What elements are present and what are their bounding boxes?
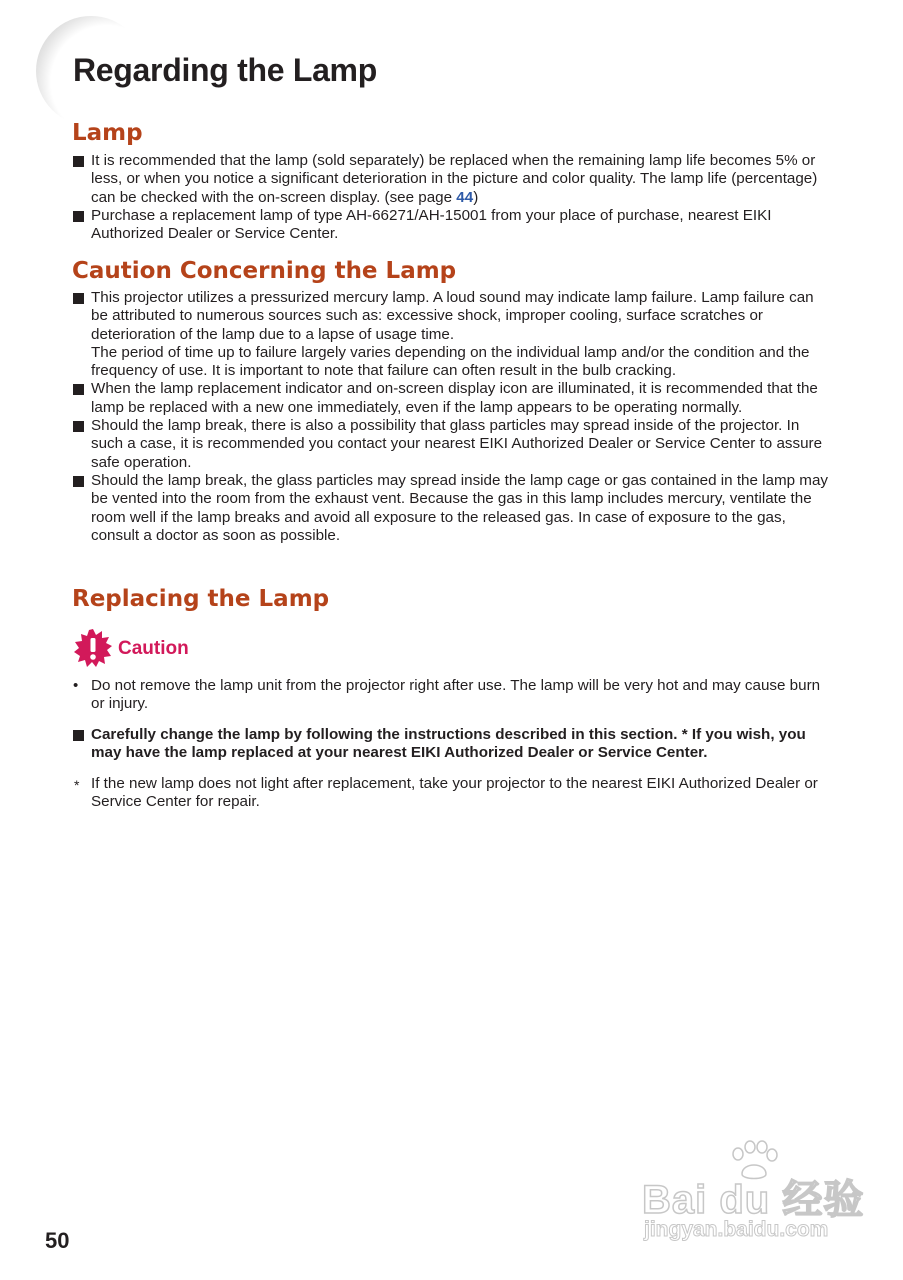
square-bullet-icon bbox=[73, 476, 84, 487]
footnote-text: If the new lamp does not light after replacement, take your projector to the nearest EIKI Authorized Dealer or Service Center for repair. bbox=[91, 775, 818, 811]
lamp-item-2-text: Purchase a replacement lamp of type AH-66271/AH-15001 from your place of purchase, nearest EIKI Authorized Dealer or Service Center. bbox=[91, 206, 772, 243]
lamp-item-1-close: ) bbox=[473, 188, 479, 206]
caution-callout bbox=[73, 628, 273, 668]
caution-item-3-text: Should the lamp break, there is also a possibility that glass particles may spread inside of the projector. In such a case, it is recommended you contact your nearest EIKI Authorized Dealer or Service Center to assure safe operation. bbox=[91, 417, 823, 471]
lamp-heading: Lamp bbox=[72, 120, 143, 146]
square-bullet-icon bbox=[73, 211, 84, 222]
caution-bullet-list bbox=[72, 677, 832, 714]
caution-lamp-list bbox=[72, 289, 832, 545]
list-item bbox=[72, 380, 832, 417]
list-item bbox=[72, 289, 832, 380]
baidu-watermark bbox=[640, 1140, 870, 1250]
page-title: Regarding the Lamp bbox=[73, 52, 377, 88]
list-item bbox=[72, 472, 832, 545]
list-item bbox=[72, 152, 832, 207]
square-bullet-icon bbox=[73, 384, 84, 395]
square-bullet-icon bbox=[73, 293, 84, 304]
caution-item-2-text: When the lamp replacement indicator and on-screen display icon are illuminated, it is recommended that the lamp be replaced with a new one immediately, even if the lamp appears to be operating normally. bbox=[91, 380, 818, 416]
caution-item-4-text: Should the lamp break, the glass particles may spread inside the lamp cage or gas contained in the lamp may be vented into the room from the exhaust vent. Because the gas in this lamp includes mercury, ventilate the room well if the lamp breaks and avoid all exposure to the released gas. In case of exposure to the gas, consult a doctor as soon as possible. bbox=[91, 471, 829, 544]
caution-bullet-text: Do not remove the lamp unit from the projector right after use. The lamp will be very hot and may cause burn or injury. bbox=[91, 677, 821, 713]
watermark-url: jingyan.baidu.com bbox=[644, 1218, 829, 1241]
list-item bbox=[72, 775, 832, 812]
caution-burst-icon bbox=[73, 628, 113, 668]
square-bullet-icon bbox=[73, 156, 84, 167]
page-number: 50 bbox=[45, 1228, 70, 1253]
bold-note-list bbox=[72, 726, 832, 763]
footnote-list bbox=[72, 775, 832, 812]
caution-item-1-text: This projector utilizes a pressurized mercury lamp. A loud sound may indicate lamp failure. Lamp failure can be attributed to numerous sources such as: excessive shock, improper cooling, surface scratches or deterioration of the lamp due to a lapse of usage time. bbox=[91, 289, 814, 343]
round-bullet-icon: • bbox=[73, 677, 79, 694]
list-item bbox=[72, 207, 832, 244]
square-bullet-icon bbox=[73, 730, 84, 741]
page-reference-link[interactable]: 44 bbox=[456, 188, 474, 206]
square-bullet-icon bbox=[73, 421, 84, 432]
lamp-list bbox=[72, 152, 832, 243]
list-item bbox=[72, 677, 832, 714]
lamp-item-1-text: It is recommended that the lamp (sold separately) be replaced when the remaining lamp life becomes 5% or less, or when you notice a significant deterioration in the picture and color quality. The lamp life (percentage) can be checked with the on-screen display. (see page bbox=[91, 152, 818, 206]
footnote-marker: * bbox=[74, 777, 80, 793]
caution-label: Caution bbox=[118, 638, 189, 659]
bold-note-text: Carefully change the lamp by following the instructions described in this section. * If you wish, you may have the lamp replaced at your nearest EIKI Authorized Dealer or Service Center. bbox=[91, 726, 806, 762]
list-item bbox=[72, 726, 832, 763]
caution-item-1-text2: The period of time up to failure largely varies depending on the individual lamp and/or the condition and the frequency of use. It is important to note that failure can often result in the bulb cracking. bbox=[91, 343, 810, 380]
watermark-brand: Bai du 经验 bbox=[642, 1178, 865, 1222]
replacing-heading: Replacing the Lamp bbox=[72, 586, 330, 612]
list-item bbox=[72, 417, 832, 472]
caution-lamp-heading: Caution Concerning the Lamp bbox=[72, 258, 457, 284]
